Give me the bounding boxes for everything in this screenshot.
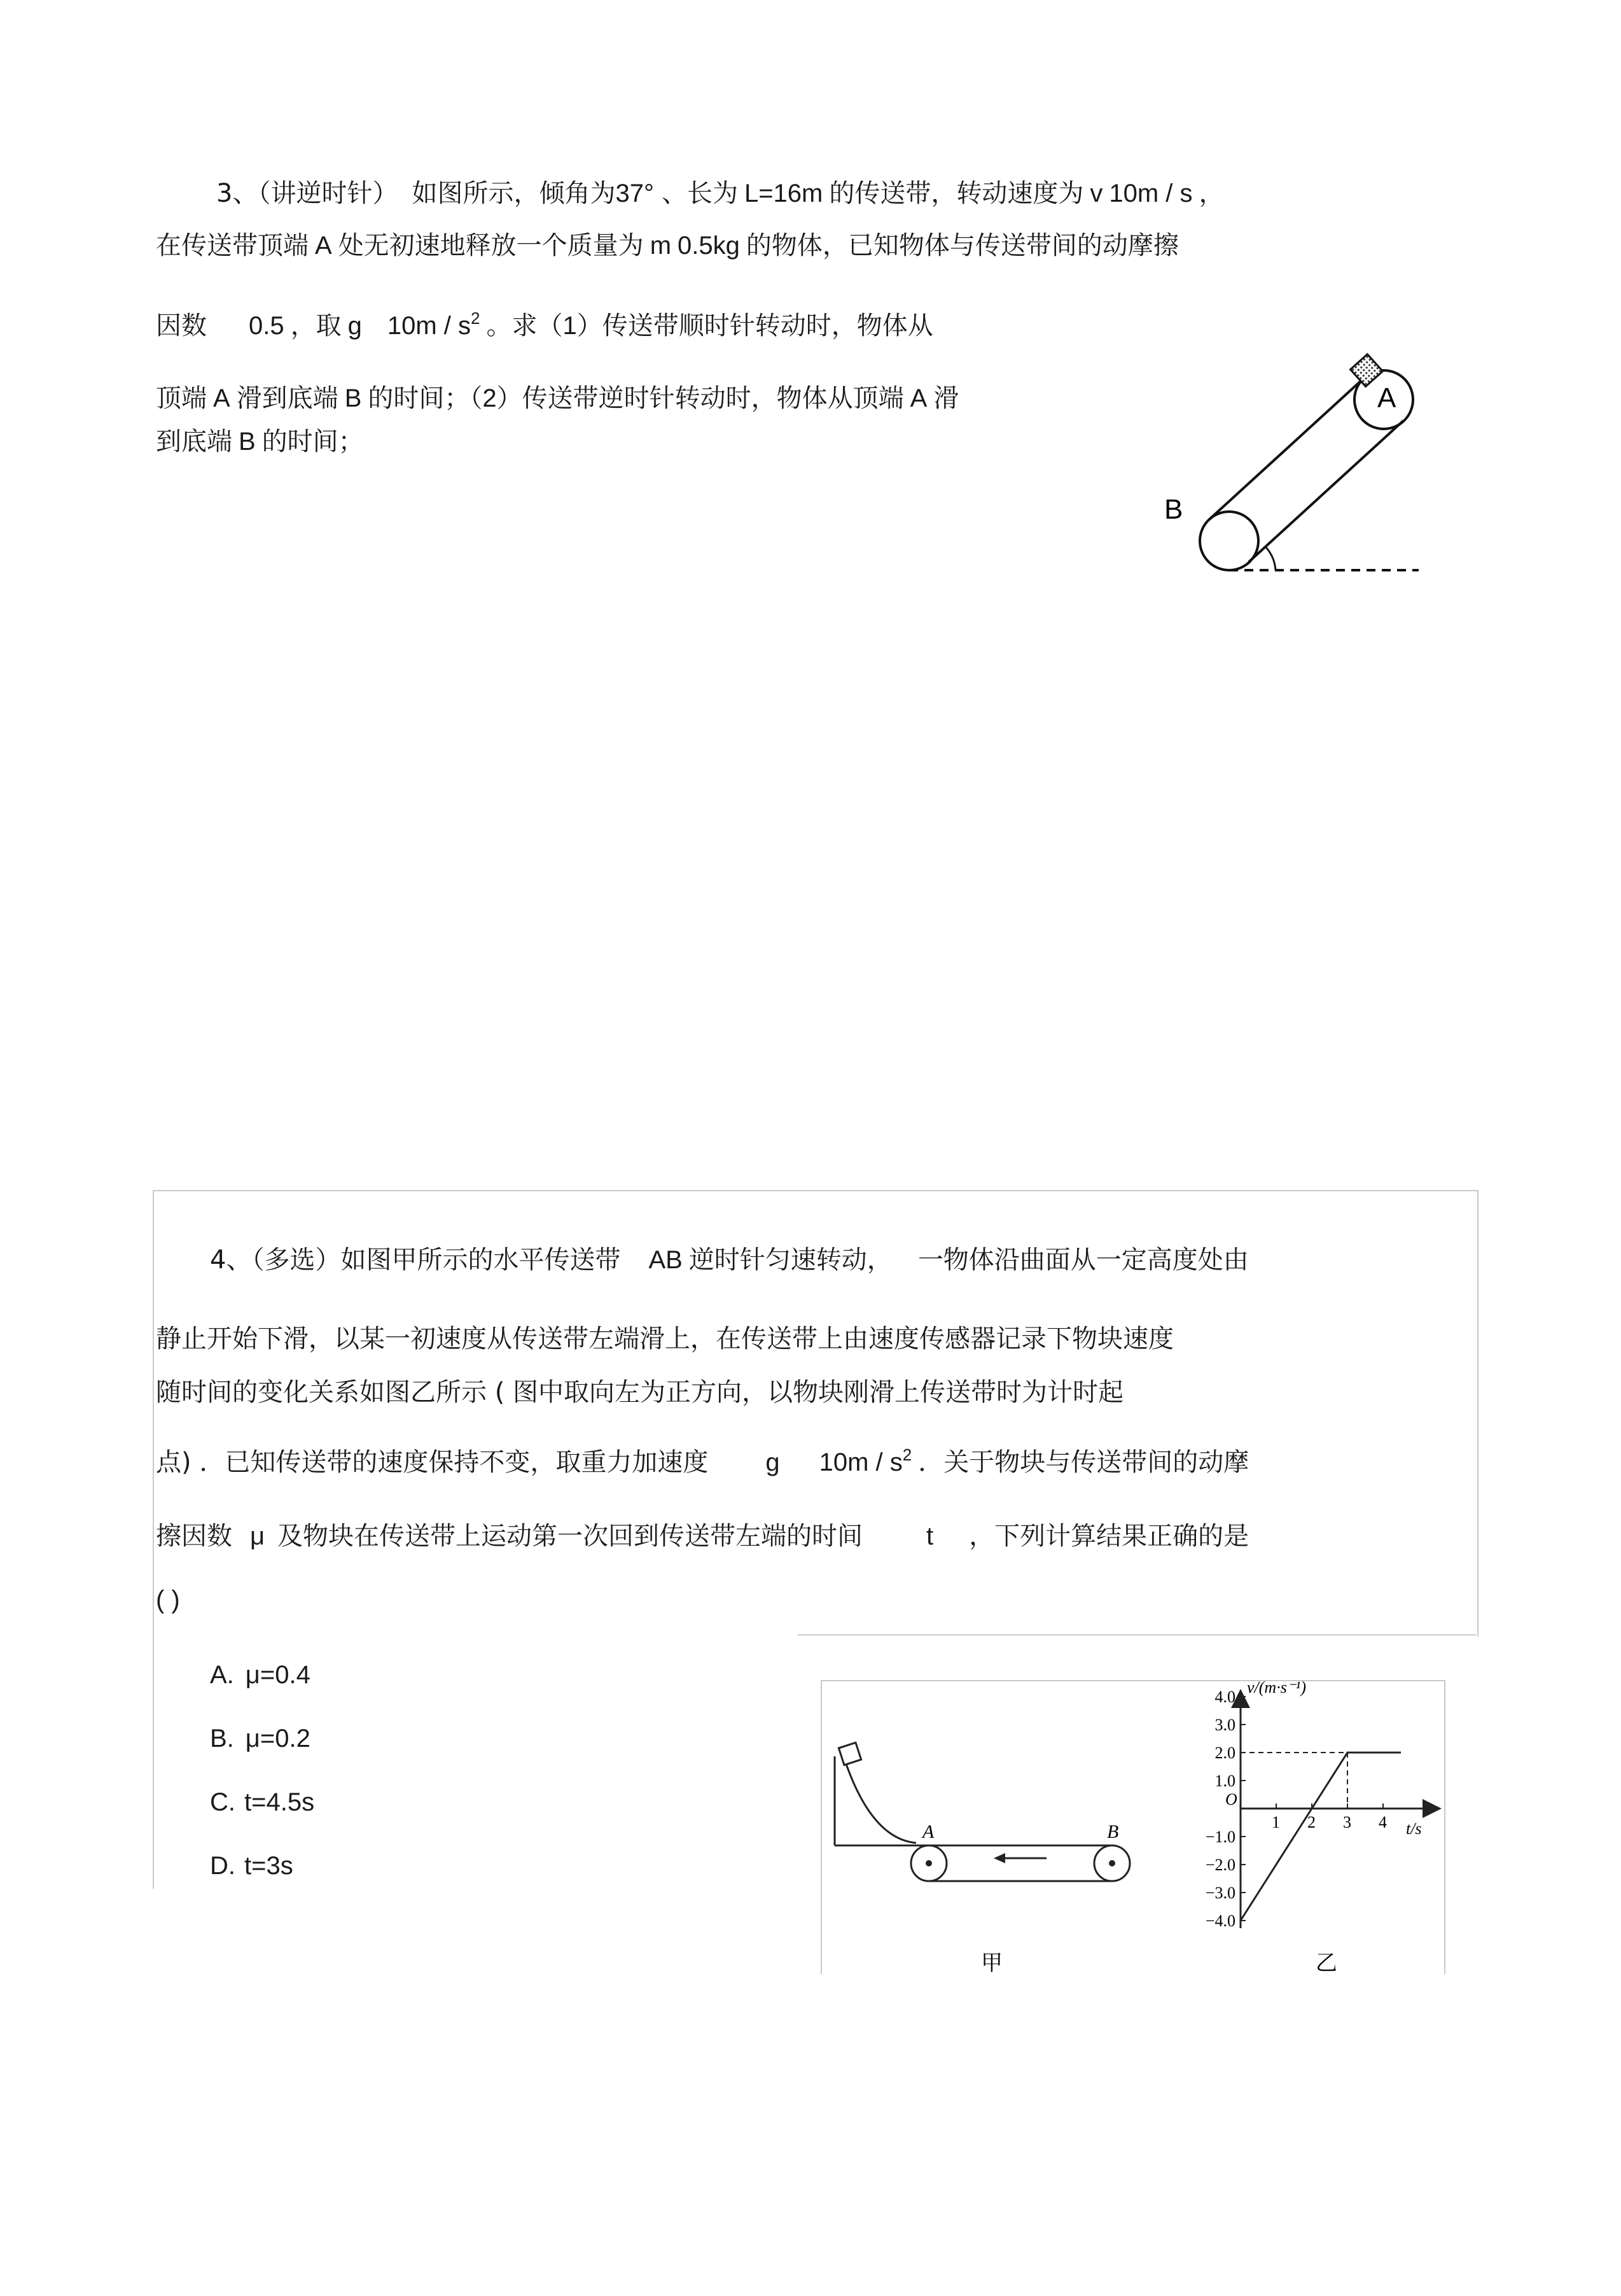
option-letter: B. — [210, 1725, 234, 1753]
option-text: μ=0.2 — [245, 1725, 310, 1753]
q3-text: 滑到底端 — [236, 384, 338, 413]
x-tick-label: 3 — [1343, 1813, 1351, 1831]
q3-point-b: B — [344, 384, 362, 412]
x-tick-label: 4 — [1379, 1813, 1387, 1831]
q3-text: 如图所示，倾角为 — [412, 179, 616, 208]
q3-incline-figure — [1158, 344, 1425, 585]
q3-length: L=16m — [744, 179, 823, 207]
option-text: t=3s — [244, 1852, 293, 1880]
q4-option-a[interactable] — [210, 1658, 310, 1691]
fig-yi-chart — [1145, 1667, 1451, 1973]
q3-point-a: A — [213, 384, 230, 412]
q3-m-value: 0.5kg — [678, 232, 740, 260]
option-letter: C. — [210, 1788, 235, 1816]
q4-t-symbol: t — [926, 1522, 934, 1550]
y-axis-label: v/(m·s⁻¹) — [1247, 1678, 1306, 1697]
q3-text: ）传送带顺时针转动时，物体从 — [576, 311, 933, 340]
q4-mu-symbol: μ — [250, 1522, 265, 1550]
x-axis-label: t/s — [1406, 1819, 1422, 1838]
q3-point-a: A — [315, 232, 332, 260]
q3-m-symbol: m — [650, 232, 672, 260]
q3-text: ，取 — [290, 311, 342, 340]
q3-number: 3、 — [216, 179, 258, 208]
q4-text: 擦因数 — [156, 1522, 232, 1551]
origin-label: O — [1225, 1790, 1237, 1809]
q3-text: 的物体，已知物体与传送带间的动摩擦 — [746, 231, 1179, 260]
q3-v-value: 10m / s — [1109, 179, 1193, 207]
q3-text: ， — [1199, 179, 1225, 208]
q3-text: 顶端 — [156, 384, 207, 413]
belt-arrow-head — [994, 1853, 1005, 1863]
q4-text: （多选）如图甲所示的水平传送带 — [251, 1245, 621, 1275]
slide-curve — [846, 1764, 916, 1843]
belt-upper — [1209, 379, 1363, 520]
q3-text: 到底端 — [156, 427, 232, 456]
q3-text: ）传送带逆时针转动时，物体从顶端 — [496, 384, 904, 413]
q3-text: 的时间； — [261, 427, 364, 456]
q4-g-symbol: g — [765, 1448, 780, 1476]
label-a: A — [1377, 382, 1396, 414]
y-tick-label: 2.0 — [1214, 1744, 1235, 1762]
q4-text: 逆时针匀速转动， — [688, 1245, 893, 1275]
q3-g-symbol: g — [347, 312, 362, 340]
q4-bracket: ( ) — [156, 1586, 180, 1614]
block-on-curve — [838, 1742, 861, 1765]
q3-text: 的时间；（ — [368, 384, 483, 413]
q3-line-5 — [156, 425, 364, 458]
option-text: t=4.5s — [244, 1788, 315, 1816]
q4-text: 及物块在传送带上运动第一次回到传送带左端的时间 — [277, 1522, 863, 1551]
q4-line-3 — [156, 1376, 1124, 1409]
option-text: μ=0.4 — [245, 1661, 310, 1689]
q3-text: 、长为 — [661, 179, 738, 208]
x-tick-label: 2 — [1307, 1813, 1316, 1831]
q4-text: 随时间的变化关系如图乙所示 ( 图中取向左为正方向，以物块刚滑上传送带时为计时起 — [156, 1378, 1124, 1407]
y-tick-label: 3.0 — [1214, 1716, 1235, 1734]
q4-line-6 — [156, 1583, 180, 1616]
q4-line-1 — [210, 1243, 1249, 1277]
q3-g-value: 10m / s — [387, 312, 471, 340]
q4-option-d[interactable] — [210, 1849, 293, 1882]
fig-jia — [827, 1718, 1145, 1973]
roller-b-axle — [1109, 1860, 1115, 1866]
fig-yi-caption: 乙 — [1316, 1950, 1337, 1973]
q3-text: 的传送带，转动速度为 — [829, 179, 1084, 208]
y-tick-label: −3.0 — [1205, 1884, 1235, 1902]
q4-ab: AB — [648, 1246, 683, 1274]
block — [1351, 354, 1383, 387]
fig-jia-caption: 甲 — [981, 1950, 1003, 1973]
q4-number: 4、 — [210, 1245, 252, 1275]
q4-line-5 — [156, 1520, 1249, 1553]
q4-text: ，下列计算结果正确的是 — [969, 1522, 1249, 1551]
q4-line-2 — [156, 1322, 1174, 1355]
q4-text: ．关于物块与传送带间的动摩 — [918, 1448, 1249, 1477]
q3-angle: 37° — [615, 179, 654, 207]
v-t-series-line — [1241, 1753, 1401, 1921]
q4-frame-right — [798, 1634, 1476, 1635]
option-letter: D. — [210, 1852, 235, 1880]
fig-jia-label-a: A — [922, 1821, 935, 1842]
fig-jia-label-b: B — [1107, 1821, 1119, 1842]
q3-point-a: A — [910, 384, 928, 412]
roller-a-axle — [926, 1860, 932, 1866]
q3-line-3 — [156, 309, 933, 342]
y-tick-label: −4.0 — [1205, 1912, 1235, 1930]
q4-g-value: 10m / s — [819, 1448, 903, 1476]
y-tick-label: 1.0 — [1214, 1772, 1235, 1790]
belt-lower — [1249, 421, 1403, 562]
q3-text: 因数 — [156, 311, 207, 340]
q3-mu-value: 0.5 — [249, 312, 284, 340]
q4-option-c[interactable] — [210, 1786, 314, 1819]
q3-text: 滑 — [933, 384, 959, 413]
angle-arc — [1265, 546, 1276, 570]
q4-left-rule — [153, 1634, 154, 1889]
option-letter: A. — [210, 1661, 234, 1689]
q3-point-b: B — [239, 428, 256, 456]
q3-text: 处无初速地释放一个质量为 — [338, 231, 644, 260]
x-tick-label: 1 — [1272, 1813, 1280, 1831]
q3-text: 在传送带顶端 — [156, 231, 309, 260]
y-tick-label: 4.0 — [1214, 1688, 1235, 1706]
q4-text: 点) ．已知传送带的速度保持不变，取重力加速度 — [156, 1448, 709, 1477]
q3-tag: （讲逆时针） — [258, 179, 398, 208]
q4-g-exponent: 2 — [902, 1445, 912, 1464]
q4-text: 静止开始下滑，以某一初速度从传送带左端滑上，在传送带上由速度传感器记录下物块速度 — [156, 1324, 1174, 1354]
q4-line-4 — [156, 1446, 1249, 1479]
q3-v-symbol: v — [1090, 179, 1103, 207]
q3-part-1: 1 — [562, 312, 577, 340]
q3-line-2 — [156, 229, 1179, 262]
q4-option-b[interactable] — [210, 1722, 310, 1755]
y-tick-label: −2.0 — [1205, 1856, 1235, 1874]
q3-text: 。求（ — [486, 311, 563, 340]
q3-line-1 — [216, 177, 1225, 210]
y-tick-label: −1.0 — [1205, 1828, 1235, 1846]
q3-g-exponent: 2 — [471, 309, 480, 328]
q4-text: 一物体沿曲面从一定高度处由 — [917, 1245, 1249, 1275]
q3-line-4 — [156, 382, 959, 415]
label-b: B — [1164, 494, 1183, 525]
q3-part-2: 2 — [482, 384, 497, 412]
